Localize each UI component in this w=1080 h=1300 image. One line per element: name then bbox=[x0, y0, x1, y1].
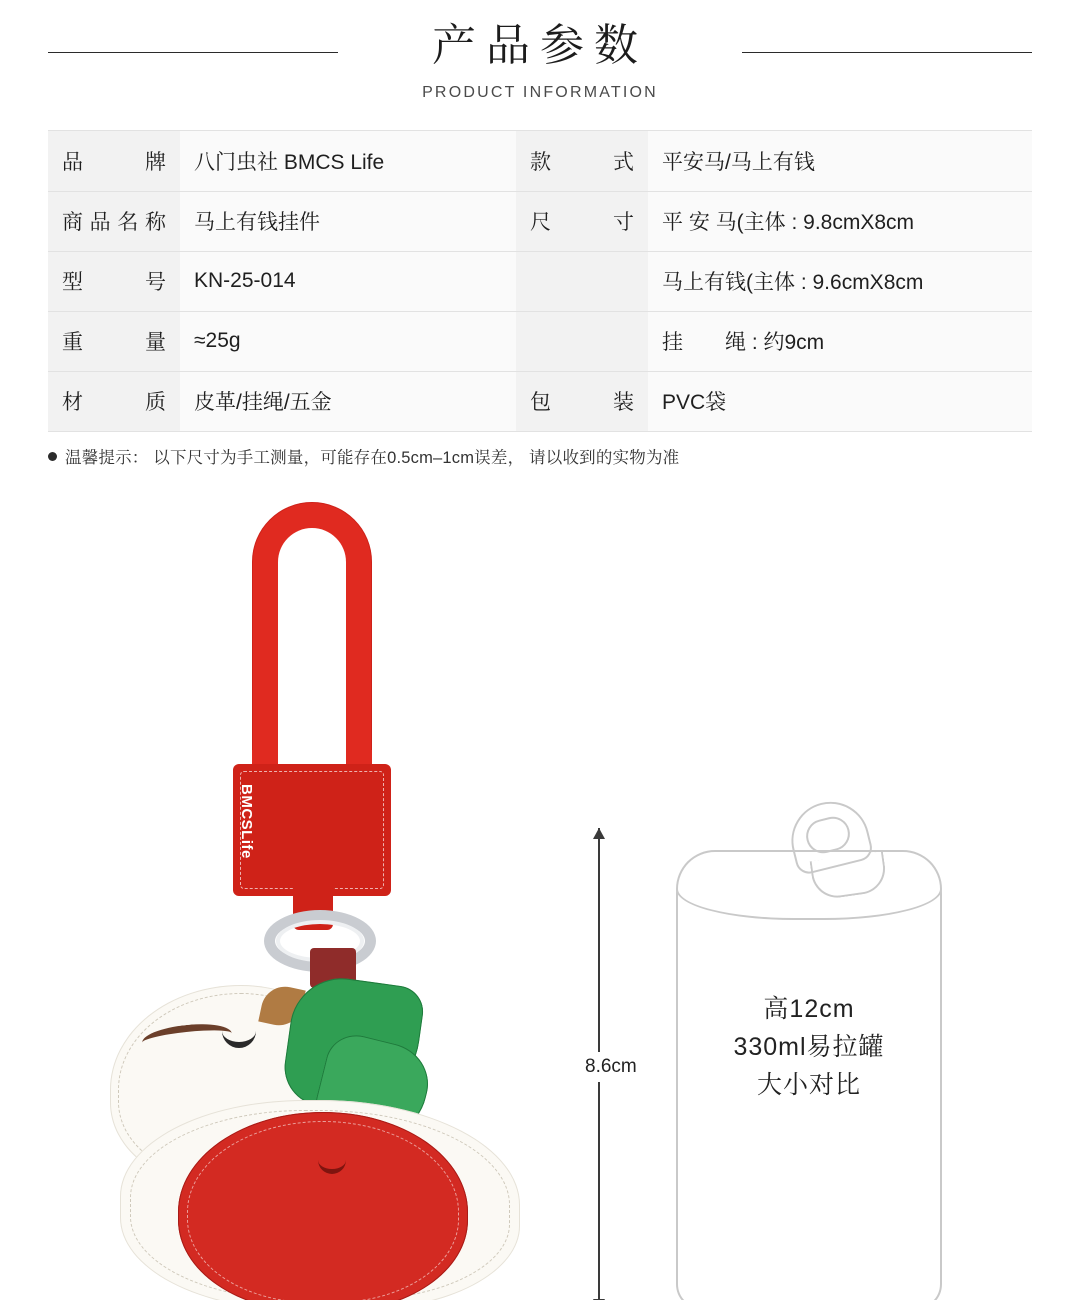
spec-key-size-cont bbox=[516, 251, 648, 311]
brand-logo-text: BMCSLife bbox=[238, 783, 255, 859]
spec-key-model: 型号 bbox=[48, 251, 180, 311]
header-rule-left bbox=[48, 52, 338, 53]
bullet-icon bbox=[48, 452, 57, 461]
size-comparison-text bbox=[676, 990, 942, 1104]
spec-key-product-name: 商品名称 bbox=[48, 191, 180, 251]
tag-stitching bbox=[240, 771, 384, 889]
measure-label: 8.6cm bbox=[583, 1052, 639, 1082]
table-row bbox=[48, 251, 1032, 311]
spec-key-style: 款式 bbox=[516, 131, 648, 191]
strap-loop bbox=[252, 502, 372, 752]
spec-value-strap-length: 挂 绳 : 约9cm bbox=[648, 311, 1032, 371]
product-photo-area bbox=[0, 480, 1080, 1300]
spec-table-wrap bbox=[48, 130, 1032, 432]
spec-value-model: KN-25-014 bbox=[180, 251, 516, 311]
comparison-line-2: 330ml易拉罐 bbox=[733, 1032, 885, 1061]
spec-key-size-cont-2 bbox=[516, 311, 648, 371]
spec-value-brand: 八门虫社 BMCS Life bbox=[180, 131, 516, 191]
comparison-line-3: 大小对比 bbox=[756, 1070, 861, 1099]
coin-stitching bbox=[187, 1121, 459, 1300]
comparison-line-1: 高12cm bbox=[763, 994, 855, 1023]
spec-value-product-name: 马上有钱挂件 bbox=[180, 191, 516, 251]
red-coin-pouch bbox=[178, 1112, 468, 1300]
spec-value-weight: ≈25g bbox=[180, 311, 516, 371]
measurement-note bbox=[48, 444, 1032, 468]
spec-key-size: 尺寸 bbox=[516, 191, 648, 251]
table-row bbox=[48, 311, 1032, 371]
spec-key-packaging: 包装 bbox=[516, 371, 648, 431]
page-title: 产品参数 bbox=[432, 21, 648, 70]
spec-value-size-1: 平 安 马(主体 : 9.8cmX8cm bbox=[648, 191, 1032, 251]
measurement-note-text: 温馨提示： 以下尺寸为手工测量，可能存在0.5cm–1cm误差， 请以收到的实物为准 bbox=[65, 448, 680, 467]
spec-key-weight: 重量 bbox=[48, 311, 180, 371]
spec-key-brand: 品牌 bbox=[48, 131, 180, 191]
table-row bbox=[48, 191, 1032, 251]
spec-value-size-2: 马上有钱(主体 : 9.6cmX8cm bbox=[648, 251, 1032, 311]
page-subtitle: PRODUCT INFORMATION bbox=[422, 84, 658, 101]
page-header bbox=[0, 0, 1080, 102]
spec-value-packaging: PVC袋 bbox=[648, 371, 1032, 431]
leather-tag bbox=[233, 764, 391, 896]
table-row bbox=[48, 371, 1032, 431]
spec-value-material: 皮革/挂绳/五金 bbox=[180, 371, 516, 431]
header-rule-right bbox=[742, 52, 1032, 53]
spec-key-material: 材质 bbox=[48, 371, 180, 431]
table-row bbox=[48, 131, 1032, 191]
spec-value-style: 平安马/马上有钱 bbox=[648, 131, 1032, 191]
spec-table bbox=[48, 131, 1032, 432]
